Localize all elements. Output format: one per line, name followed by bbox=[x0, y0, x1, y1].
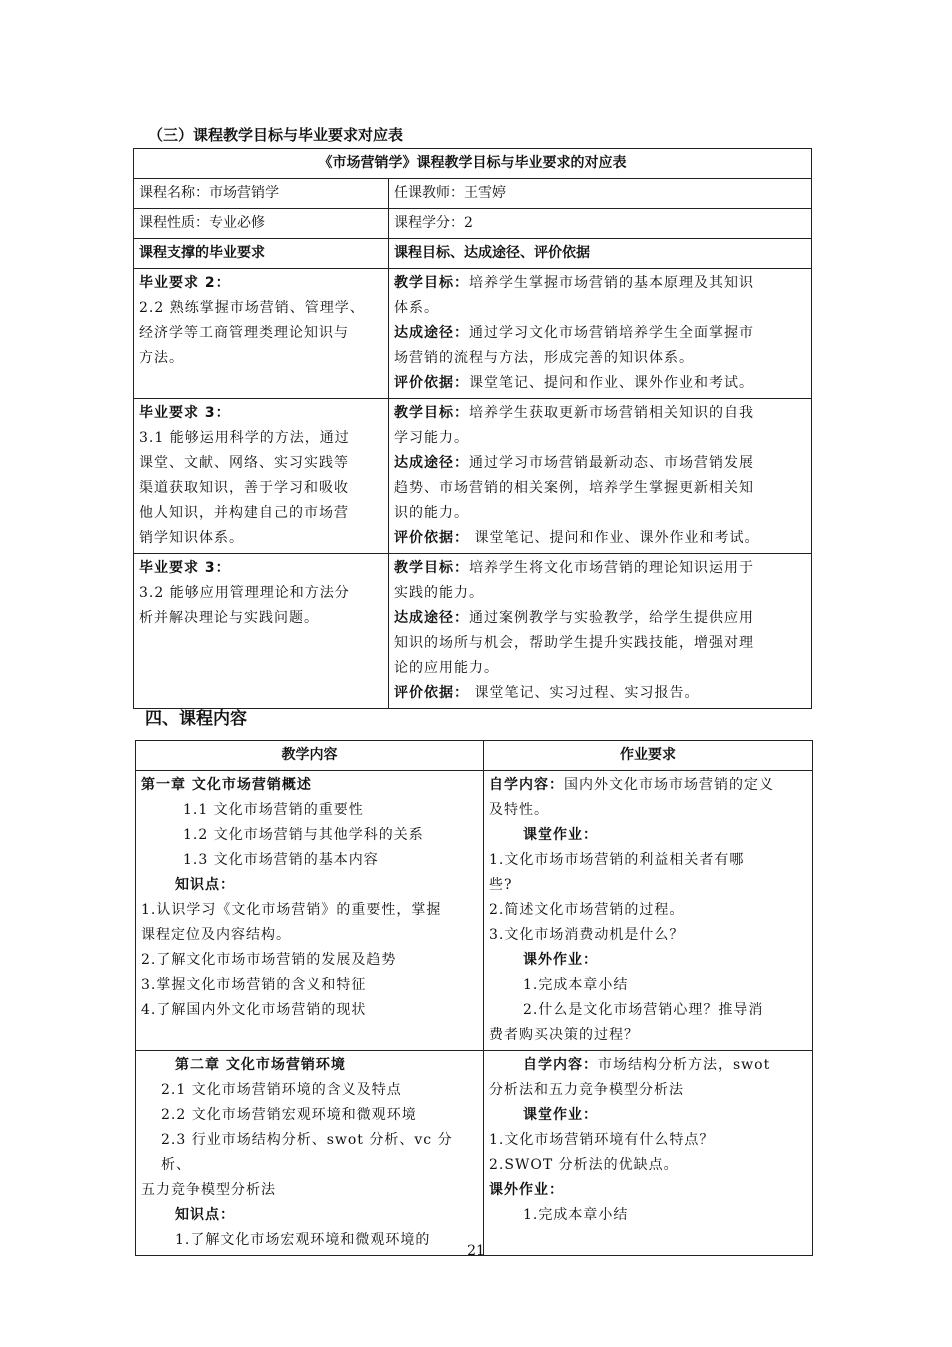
requirement-text: 渠道获取知识，善于学习和吸收 bbox=[139, 480, 349, 496]
path-text: 趋势、市场营销的相关案例，培养学生掌握更新相关知 bbox=[394, 480, 754, 496]
eval-text: 课堂笔记、提问和作业、课外作业和考试。 bbox=[469, 375, 754, 391]
homework-cell bbox=[484, 771, 813, 1051]
self-study-text: 国内外文化市场市场营销的定义 bbox=[564, 777, 774, 793]
objective-cell bbox=[389, 269, 812, 399]
requirement-cell bbox=[134, 554, 389, 709]
objectives-table bbox=[133, 148, 812, 709]
requirement-text: 析并解决理论与实践问题。 bbox=[139, 610, 319, 626]
column-header-homework: 作业要求 bbox=[484, 741, 813, 771]
eval-text: 课堂笔记、提问和作业、课外作业和考试。 bbox=[469, 530, 760, 546]
chapter-title: 第一章 文化市场营销概述 bbox=[141, 777, 312, 793]
path-text: 通过学习市场营销最新动态、市场营销发展 bbox=[469, 455, 754, 471]
knowledge-item: 1.认识学习《文化市场营销》的重要性，掌握 bbox=[141, 902, 442, 918]
requirement-text: 经济学等工商管理类理论知识与 bbox=[139, 325, 349, 341]
table-row bbox=[134, 399, 812, 554]
path-label: 达成途径： bbox=[394, 610, 469, 626]
eval-label: 评价依据： bbox=[394, 375, 469, 391]
chapter-title: 第二章 文化市场营销环境 bbox=[175, 1057, 346, 1073]
goal-text: 培养学生将文化市场营销的理论知识运用于 bbox=[469, 560, 754, 576]
course-name: 课程名称：市场营销学 bbox=[134, 179, 389, 209]
path-text: 论的应用能力。 bbox=[394, 660, 499, 676]
requirement-title: 毕业要求 3： bbox=[139, 560, 231, 576]
requirement-title: 毕业要求 2： bbox=[139, 275, 231, 291]
path-text: 通过学习文化市场营销培养学生全面掌握市 bbox=[469, 325, 754, 341]
eval-text: 课堂笔记、实习过程、实习报告。 bbox=[469, 685, 700, 701]
self-study-label: 自学内容： bbox=[489, 777, 564, 793]
knowledge-item: 4.了解国内外文化市场营销的现状 bbox=[141, 1002, 367, 1018]
path-label: 达成途径： bbox=[394, 325, 469, 341]
content-table bbox=[135, 740, 813, 1256]
path-text: 场营销的流程与方法，形成完善的知识体系。 bbox=[394, 350, 694, 366]
requirement-text: 销学知识体系。 bbox=[139, 530, 244, 546]
chapter-item: 五力竞争模型分析法 bbox=[141, 1182, 276, 1198]
knowledge-item: 3.掌握文化市场营销的含义和特征 bbox=[141, 977, 367, 993]
extra-homework-label: 课外作业： bbox=[523, 952, 598, 968]
chapter-item: 1.1 文化市场营销的重要性 bbox=[183, 802, 364, 818]
goal-text: 学习能力。 bbox=[394, 430, 469, 446]
requirement-text: 方法。 bbox=[139, 350, 184, 366]
page-number: 21 bbox=[467, 1243, 485, 1259]
goal-text: 培养学生掌握市场营销的基本原理及其知识 bbox=[469, 275, 754, 291]
section-heading-4: 四、课程内容 bbox=[145, 709, 247, 729]
chapter-item: 2.1 文化市场营销环境的含义及特点 bbox=[161, 1082, 402, 1098]
knowledge-label: 知识点： bbox=[175, 1207, 235, 1223]
requirement-cell bbox=[134, 269, 389, 399]
extra-homework-item: 2.什么是文化市场营销心理？推导消 bbox=[523, 1002, 764, 1018]
requirement-text: 他人知识，并构建自己的市场营 bbox=[139, 505, 349, 521]
class-homework-item: 2.SWOT 分析法的优缺点。 bbox=[489, 1157, 679, 1173]
class-homework-label: 课堂作业： bbox=[523, 1107, 598, 1123]
class-homework-item: 些? bbox=[489, 877, 513, 893]
homework-cell bbox=[484, 1051, 813, 1256]
path-text: 通过案例教学与实验教学，给学生提供应用 bbox=[469, 610, 754, 626]
requirement-title: 毕业要求 3： bbox=[139, 405, 231, 421]
content-cell bbox=[136, 771, 484, 1051]
knowledge-item: 2.了解文化市场市场营销的发展及趋势 bbox=[141, 952, 397, 968]
path-text: 识的能力。 bbox=[394, 505, 469, 521]
goal-text: 实践的能力。 bbox=[394, 585, 484, 601]
goal-label: 教学目标： bbox=[394, 405, 469, 421]
table-title: 《市场营销学》课程教学目标与毕业要求的对应表 bbox=[134, 149, 812, 179]
requirement-text: 课堂、文献、网络、实习实践等 bbox=[139, 455, 349, 471]
requirement-text: 2.2 熟练掌握市场营销、管理学、 bbox=[139, 300, 365, 316]
table-row bbox=[134, 554, 812, 709]
goal-text: 体系。 bbox=[394, 300, 439, 316]
path-text: 知识的场所与机会，帮助学生提升实践技能，增强对理 bbox=[394, 635, 754, 651]
content-cell bbox=[136, 1051, 484, 1256]
course-credits: 课程学分：2 bbox=[389, 209, 812, 239]
goal-text: 培养学生获取更新市场营销相关知识的自我 bbox=[469, 405, 754, 421]
table-row bbox=[136, 1051, 813, 1256]
extra-homework-item: 1.完成本章小结 bbox=[523, 977, 629, 993]
goal-label: 教学目标： bbox=[394, 560, 469, 576]
extra-homework-item: 1.完成本章小结 bbox=[523, 1207, 629, 1223]
requirement-text: 3.1 能够运用科学的方法，通过 bbox=[139, 430, 350, 446]
knowledge-item: 1.了解文化市场宏观环境和微观环境的 bbox=[175, 1232, 431, 1248]
self-study-text: 及特性。 bbox=[489, 802, 549, 818]
extra-homework-item: 费者购买决策的过程？ bbox=[489, 1027, 639, 1043]
objective-cell bbox=[389, 554, 812, 709]
column-header-requirements: 课程支撑的毕业要求 bbox=[134, 239, 389, 269]
teacher: 任课教师：王雪婷 bbox=[389, 179, 812, 209]
knowledge-item: 课程定位及内容结构。 bbox=[141, 927, 291, 943]
chapter-item: 2.2 文化市场营销宏观环境和微观环境 bbox=[161, 1107, 417, 1123]
chapter-item: 2.3 行业市场结构分析、swot 分析、vc 分析、 bbox=[161, 1132, 453, 1173]
table-row bbox=[136, 771, 813, 1051]
requirement-cell bbox=[134, 399, 389, 554]
class-homework-item: 2.简述文化市场营销的过程。 bbox=[489, 902, 685, 918]
goal-label: 教学目标： bbox=[394, 275, 469, 291]
requirement-text: 3.2 能够应用管理理论和方法分 bbox=[139, 585, 350, 601]
eval-label: 评价依据： bbox=[394, 530, 469, 546]
section-heading-3: （三）课程教学目标与毕业要求对应表 bbox=[148, 126, 404, 144]
class-homework-item: 1.文化市场营销环境有什么特点？ bbox=[489, 1132, 715, 1148]
self-study-text: 市场结构分析方法，swot bbox=[598, 1057, 771, 1073]
knowledge-label: 知识点： bbox=[175, 877, 235, 893]
class-homework-label: 课堂作业： bbox=[523, 827, 598, 843]
course-nature: 课程性质：专业必修 bbox=[134, 209, 389, 239]
objective-cell bbox=[389, 399, 812, 554]
class-homework-item: 3.文化市场消费动机是什么？ bbox=[489, 927, 685, 943]
chapter-item: 1.2 文化市场营销与其他学科的关系 bbox=[183, 827, 424, 843]
self-study-text: 分析法和五力竞争模型分析法 bbox=[489, 1082, 684, 1098]
column-header-content: 教学内容 bbox=[136, 741, 484, 771]
eval-label: 评价依据： bbox=[394, 685, 469, 701]
class-homework-item: 1.文化市场市场营销的利益相关者有哪 bbox=[489, 852, 745, 868]
chapter-item: 1.3 文化市场营销的基本内容 bbox=[183, 852, 379, 868]
column-header-objectives: 课程目标、达成途径、评价依据 bbox=[389, 239, 812, 269]
self-study-label: 自学内容： bbox=[523, 1057, 598, 1073]
path-label: 达成途径： bbox=[394, 455, 469, 471]
extra-homework-label: 课外作业： bbox=[489, 1182, 564, 1198]
table-row bbox=[134, 269, 812, 399]
